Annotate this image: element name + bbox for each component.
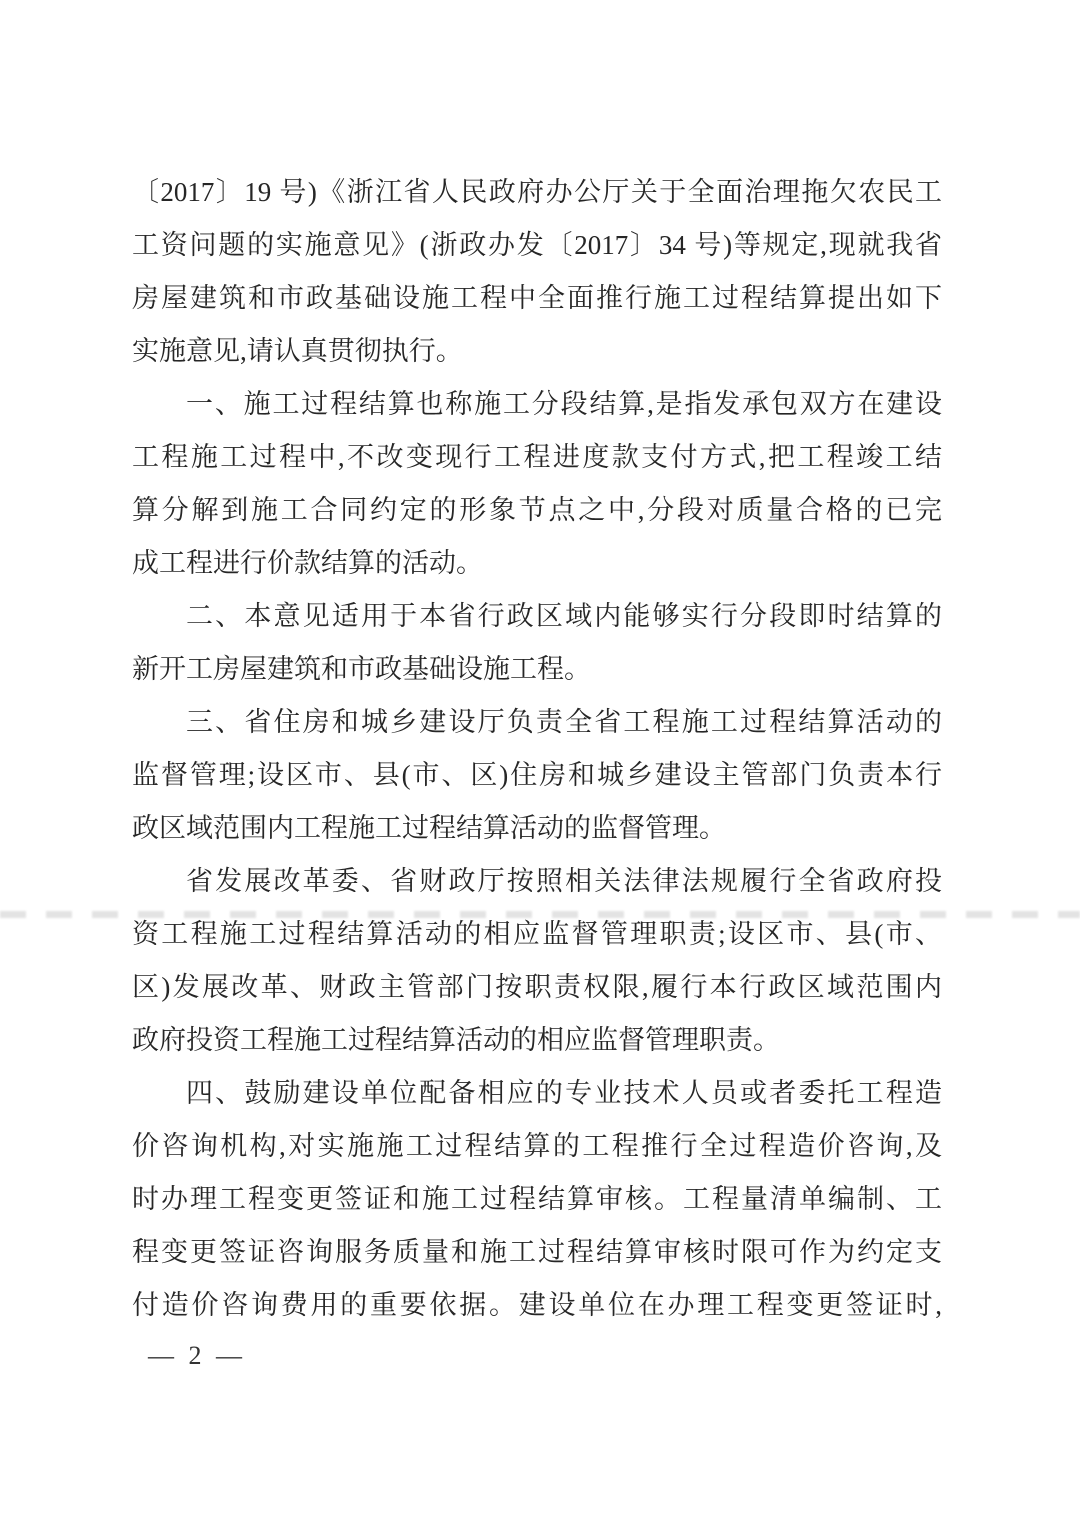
paragraph xyxy=(132,696,942,855)
paragraph xyxy=(132,378,942,590)
text-line: 监督管理;设区市、县(市、区)住房和城乡建设主管部门负责本行 xyxy=(132,760,942,790)
text-line: 三、省住房和城乡建设厅负责全省工程施工过程结算活动的 xyxy=(186,707,942,737)
text-line: 四、鼓励建设单位配备相应的专业技术人员或者委托工程造 xyxy=(186,1078,942,1108)
text-line: 房屋建筑和市政基础设施工程中全面推行施工过程结算提出如下 xyxy=(132,283,942,313)
text-line: 工程施工过程中,不改变现行工程进度款支付方式,把工程竣工结 xyxy=(132,442,942,472)
text-line: 政区域范围内工程施工过程结算活动的监督管理。 xyxy=(132,813,726,843)
text-line: 区)发展改革、财政主管部门按职责权限,履行本行政区域范围内 xyxy=(132,972,942,1002)
text-line: 新开工房屋建筑和市政基础设施工程。 xyxy=(132,654,591,684)
text-line: 成工程进行价款结算的活动。 xyxy=(132,548,483,578)
text-line: 时办理工程变更签证和施工过程结算审核。工程量清单编制、工 xyxy=(132,1184,942,1214)
text-line: 政府投资工程施工过程结算活动的相应监督管理职责。 xyxy=(132,1025,780,1055)
paragraph xyxy=(132,166,942,378)
text-line: 工资问题的实施意见》(浙政办发〔2017〕34 号)等规定,现就我省 xyxy=(132,230,942,260)
text-line: 算分解到施工合同约定的形象节点之中,分段对质量合格的已完 xyxy=(132,495,942,525)
text-line: 程变更签证咨询服务质量和施工过程结算审核时限可作为约定支 xyxy=(132,1237,942,1267)
document-text-block xyxy=(132,166,942,1332)
text-line: 二、本意见适用于本省行政区域内能够实行分段即时结算的 xyxy=(186,601,942,631)
text-line: 一、施工过程结算也称施工分段结算,是指发承包双方在建设 xyxy=(186,389,942,419)
text-line: 价咨询机构,对实施施工过程结算的工程推行全过程造价咨询,及 xyxy=(132,1131,942,1161)
paragraph xyxy=(132,1067,942,1332)
page-number: — 2 — xyxy=(148,1341,246,1370)
text-line: 实施意见,请认真贯彻执行。 xyxy=(132,336,463,366)
paragraph xyxy=(132,855,942,1067)
text-line: 付造价咨询费用的重要依据。建设单位在办理工程变更签证时, xyxy=(132,1290,942,1320)
text-line: 〔2017〕19 号)《浙江省人民政府办公厅关于全面治理拖欠农民工 xyxy=(132,177,942,207)
text-line: 资工程施工过程结算活动的相应监督管理职责;设区市、县(市、 xyxy=(132,919,942,949)
paragraph xyxy=(132,590,942,696)
text-line: 省发展改革委、省财政厅按照相关法律法规履行全省政府投 xyxy=(186,866,942,896)
